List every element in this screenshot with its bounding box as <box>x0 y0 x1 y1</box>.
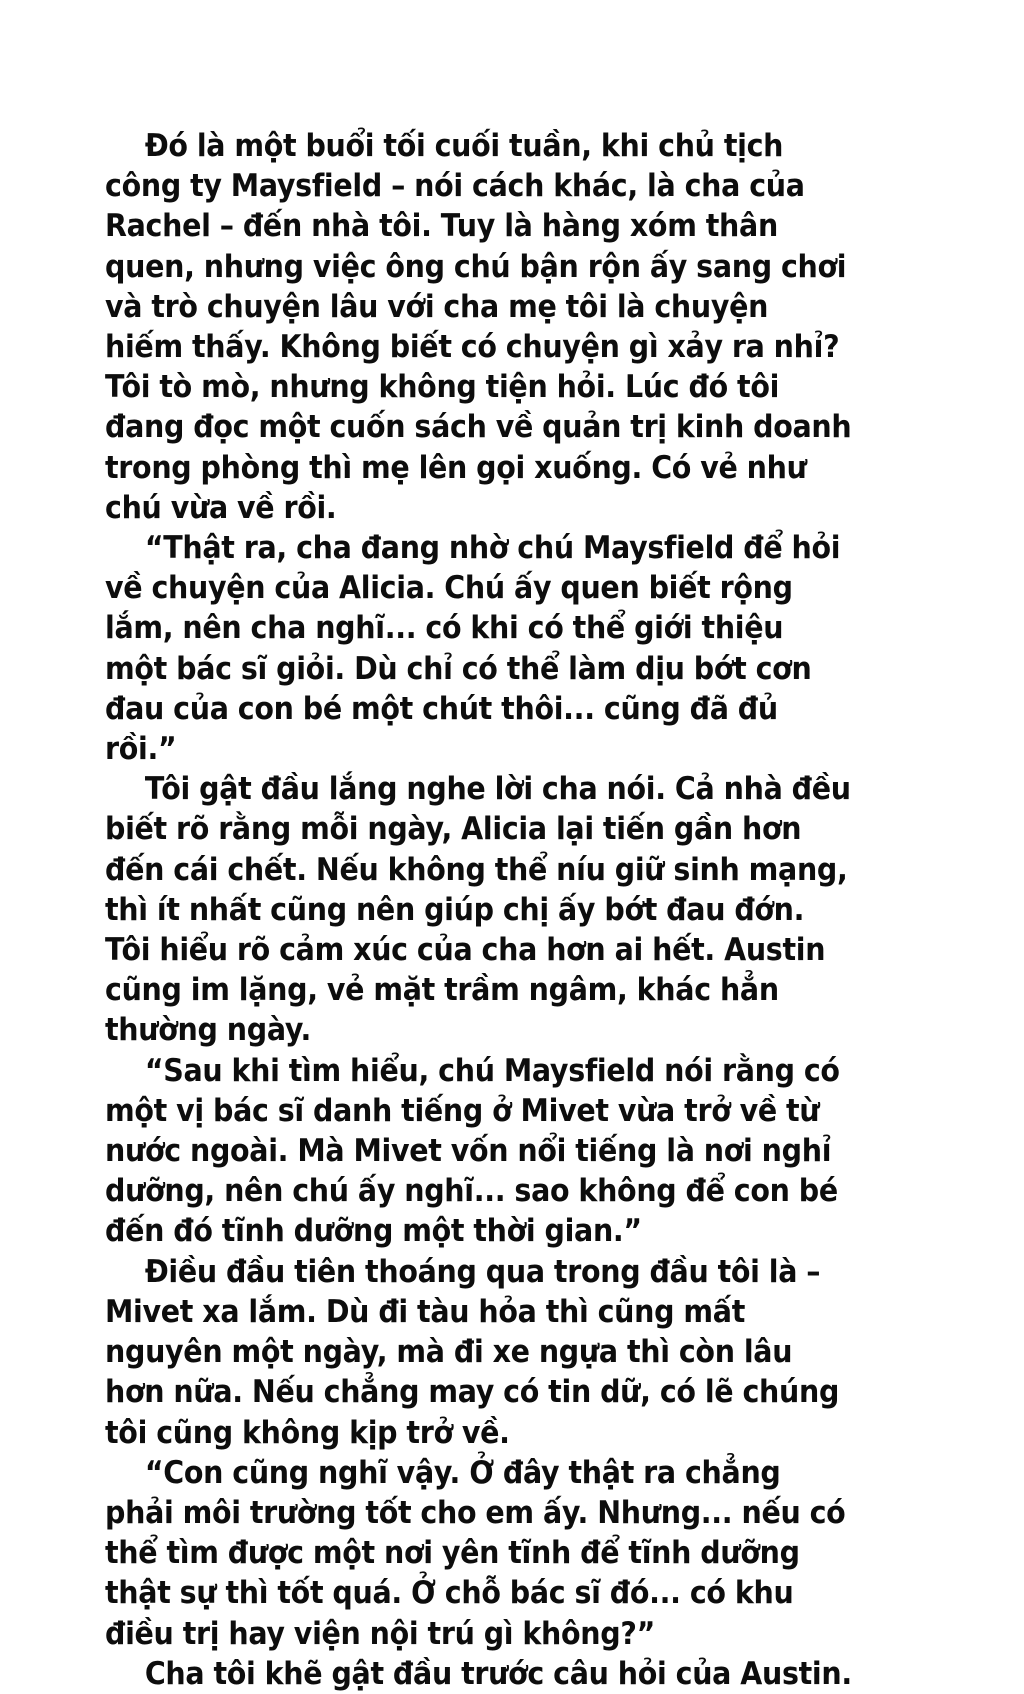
paragraph: Tôi gật đầu lắng nghe lời cha nói. Cả nhà đều biết rõ rằng mỗi ngày, Alicia lại tiến gần hơn đến cái chết. Nếu không thể níu giữ sinh mạng, thì ít nhất cũng nên giúp chị ấy bớt đau đớn. Tôi hiểu rõ cảm xúc của cha hơn ai hết. Austin cũng im lặng, vẻ mặt trầm ngâm, khác hẳn thường ngày. <box>105 771 860 1049</box>
page-text-body <box>105 126 861 1694</box>
paragraph: Điều đầu tiên thoáng qua trong đầu tôi là – Mivet xa lắm. Dù đi tàu hỏa thì cũng mất nguyên một ngày, mà đi xe ngựa thì còn lâu hơn nữa. Nếu chẳng may có tin dữ, có lẽ chúng tôi cũng không kịp trở về. <box>105 1253 849 1451</box>
paragraph: “Thật ra, cha đang nhờ chú Maysfield để hỏi về chuyện của Alicia. Chú ấy quen biết rộng lắm, nên cha nghĩ... có khi có thể giới thiệu một bác sĩ giỏi. Dù chỉ có thể làm dịu bớt cơn đau của con bé một chút thôi... cũng đã đủ rồi.” <box>105 530 850 768</box>
paragraph: “Con cũng nghĩ vậy. Ở đây thật ra chẳng phải môi trường tốt cho em ấy. Nhưng... nếu có thể tìm được một nơi yên tĩnh để tĩnh dưỡng thật sự thì tốt quá. Ở chỗ bác sĩ đó... có khu điều trị hay viện nội trú gì không?” <box>105 1454 855 1652</box>
paragraph: Đó là một buổi tối cuối tuần, khi chủ tịch công ty Maysfield – nói cách khác, là cha của Rachel – đến nhà tôi. Tuy là hàng xóm thân quen, nhưng việc ông chú bận rộn ấy sang chơi và trò chuyện lâu với cha mẹ tôi là chuyện hiếm thấy. Không biết có chuyện gì xảy ra nhỉ? Tôi tò mò, nhưng không tiện hỏi. Lúc đó tôi đang đọc một cuốn sách về quản trị kinh doanh trong phòng thì mẹ lên gọi xuống. Có vẻ như chú vừa về rồi. <box>105 128 861 526</box>
paragraph: “Sau khi tìm hiểu, chú Maysfield nói rằng có một vị bác sĩ danh tiếng ở Mivet vừa trở về từ nước ngoài. Mà Mivet vốn nổi tiếng là nơi nghỉ dưỡng, nên chú ấy nghĩ... sao không để con bé đến đó tĩnh dưỡng một thời gian.” <box>105 1052 849 1250</box>
paragraph: Cha tôi khẽ gật đầu trước câu hỏi của Austin. <box>144 1655 852 1692</box>
